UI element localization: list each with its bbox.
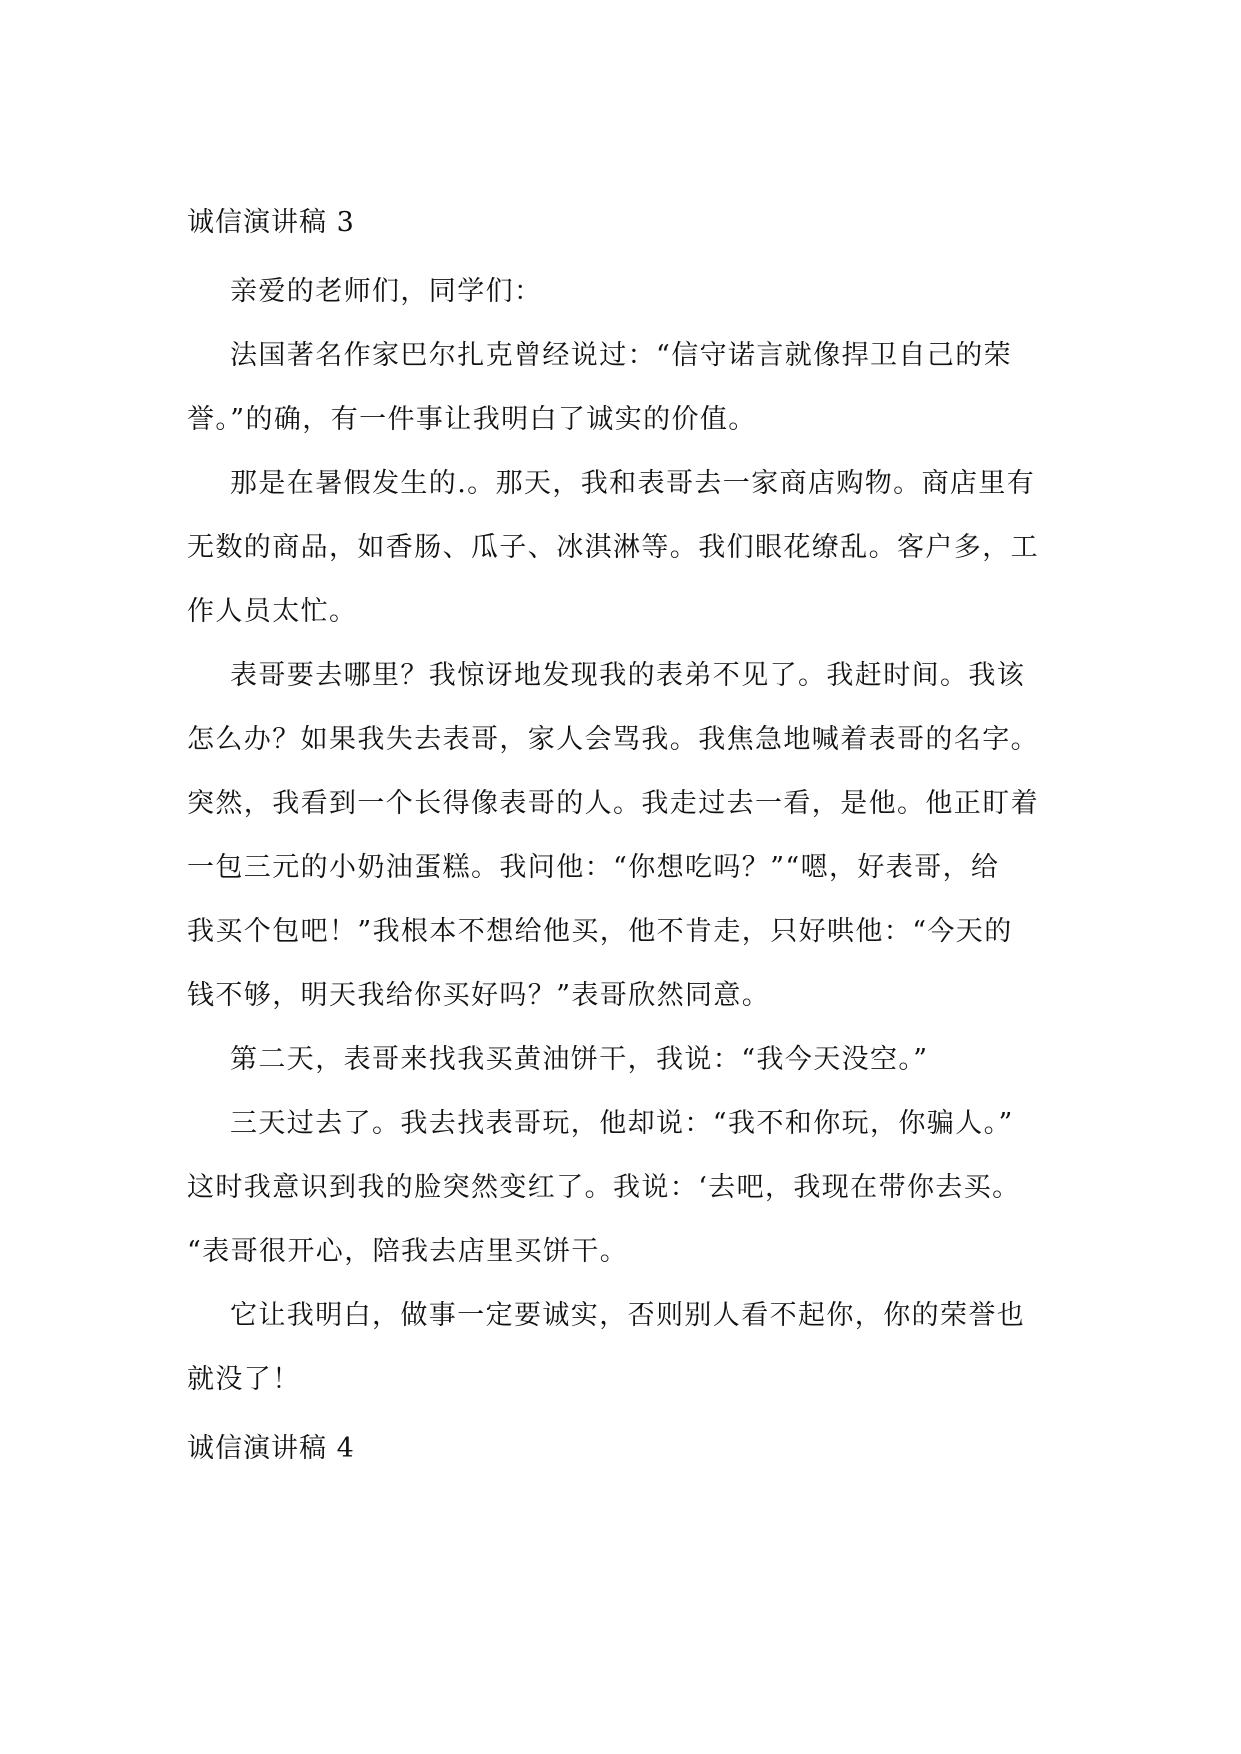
paragraph-three-days xyxy=(187,1092,1057,1284)
text-line: 钱不够，明天我给你买好吗？”表哥欣然同意。 xyxy=(187,980,771,1011)
text-line: 作人员太忙。 xyxy=(187,596,358,627)
text-line: 亲爱的老师们，同学们： xyxy=(230,276,543,307)
text-line: 三天过去了。我去找表哥玩，他却说：“我不和你玩，你骗人。” xyxy=(230,1108,1014,1139)
text-line: “表哥很开心，陪我去店里买饼干。 xyxy=(187,1236,629,1267)
text-line: 那是在暑假发生的.。那天，我和表哥去一家商店购物。商店里有 xyxy=(230,468,1036,499)
section-title-4: 诚信演讲稿 4 xyxy=(187,1433,355,1464)
section-title-3: 诚信演讲稿 3 xyxy=(187,207,355,238)
paragraph-next-day xyxy=(187,1028,1057,1092)
text-line: 它让我明白，做事一定要诚实，否则别人看不起你，你的荣誉也 xyxy=(230,1300,1026,1331)
text-line: 我买个包吧！”我根本不想给他买，他不肯走，只好哄他：“今天的 xyxy=(187,916,1013,947)
paragraph-cousin xyxy=(187,644,1057,1028)
text-line: 表哥要去哪里？我惊讶地发现我的表弟不见了。我赶时间。我该 xyxy=(230,660,1026,691)
text-line: 无数的商品，如香肠、瓜子、冰淇淋等。我们眼花缭乱。客户多，工 xyxy=(187,532,1039,563)
paragraph-conclusion xyxy=(187,1284,1057,1412)
paragraph-quote xyxy=(187,324,1057,452)
paragraph-shop xyxy=(187,452,1057,644)
text-line: 怎么办？如果我失去表哥，家人会骂我。我焦急地喊着表哥的名字。 xyxy=(187,724,1039,755)
text-line: 一包三元的小奶油蛋糕。我问他：“你想吃吗？”“嗯，好表哥，给 xyxy=(187,852,1000,883)
text-line: 法国著名作家巴尔扎克曾经说过：“信守诺言就像捍卫自己的荣 xyxy=(230,340,1013,371)
text-line: 突然，我看到一个长得像表哥的人。我走过去一看，是他。他正盯着 xyxy=(187,788,1039,819)
text-line: 就没了！ xyxy=(187,1364,301,1395)
text-line: 这时我意识到我的脸突然变红了。我说：‘去吧，我现在带你去买。 xyxy=(187,1172,1021,1203)
text-line: 誉。”的确，有一件事让我明白了诚实的价值。 xyxy=(187,404,757,435)
paragraph-greeting xyxy=(187,260,1057,324)
speech-body xyxy=(187,260,1057,1412)
text-line: 第二天，表哥来找我买黄油饼干，我说：“我今天没空。” xyxy=(230,1044,929,1075)
